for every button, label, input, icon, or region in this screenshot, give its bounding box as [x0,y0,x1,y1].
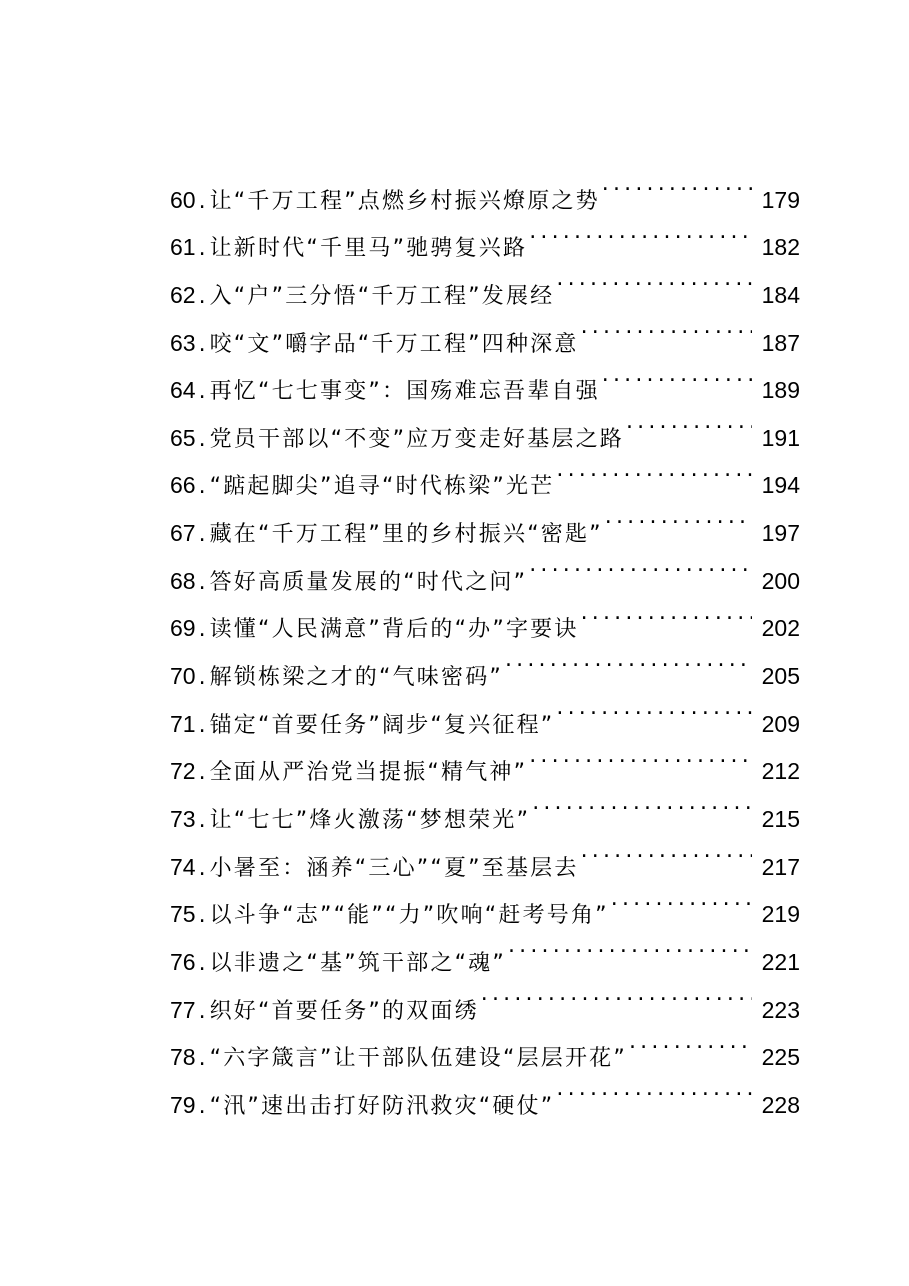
toc-entry-title: 全面从严治党当提振“精气神” [209,760,528,786]
toc-entry-page-number: 191 [761,424,800,451]
toc-dot-leader [505,636,752,684]
toc-entry-page-number: 189 [761,377,800,404]
toc-entry-page-number: 228 [761,1091,800,1118]
table-of-contents [170,160,800,1119]
toc-entry-number: 65 [170,424,196,451]
toc-dot-leader [556,446,752,494]
toc-entry-number: 61 [170,234,196,261]
toc-entry-separator: . [198,1046,206,1072]
toc-entry[interactable] [170,160,800,214]
toc-entry-page-number: 221 [761,948,800,975]
toc-dot-leader [581,303,752,351]
toc-entry-title: 让“千万工程”点燃乡村振兴燎原之势 [209,188,600,214]
toc-entry-title: 以斗争“志”“能”“力”吹响“赶考号角” [209,903,609,929]
toc-entry-number: 60 [170,186,196,213]
toc-entry-page-number: 182 [761,234,800,261]
toc-entry-separator: . [198,474,206,500]
toc-entry-title: 织好“首要任务”的双面绣 [209,998,479,1024]
toc-entry-number: 77 [170,996,196,1023]
toc-dot-leader [481,970,752,1018]
toc-entry-title: “六字箴言”让干部队伍建设“层层开花” [209,1046,627,1072]
toc-entry-page-number: 223 [761,996,800,1023]
toc-entry-number: 69 [170,615,196,642]
toc-entry-page-number: 179 [761,186,800,213]
toc-entry-separator: . [198,760,206,786]
toc-entry-title: 锚定“首要任务”阔步“复兴征程” [209,712,555,738]
toc-entry-title: 读懂“人民满意”背后的“办”字要诀 [209,617,579,643]
toc-entry-title: 小暑至：涵养“三心”“夏”至基层去 [209,855,579,881]
toc-entry-number: 73 [170,805,196,832]
toc-entry-title: 让“七七”烽火激荡“梦想荣光” [209,807,531,833]
toc-entry-separator: . [198,855,206,881]
toc-entry-separator: . [198,331,206,357]
toc-entry-separator: . [198,665,206,691]
toc-entry-title: 解锁栋梁之才的“气味密码” [209,665,503,691]
toc-entry-number: 67 [170,520,196,547]
toc-entry-number: 71 [170,710,196,737]
toc-entry-page-number: 212 [761,758,800,785]
toc-dot-leader [556,255,752,303]
toc-entry-number: 72 [170,758,196,785]
toc-entry-title: “汛”速出击打好防汛救灾“硬仗” [209,1093,555,1119]
toc-dot-leader [605,493,752,541]
toc-entry-number: 78 [170,1044,196,1071]
toc-entry-number: 70 [170,663,196,690]
toc-entry-number: 66 [170,472,196,499]
toc-entry-number: 64 [170,377,196,404]
toc-entry-title: 以非遗之“基”筑干部之“魂” [209,950,506,976]
toc-entry-separator: . [198,807,206,833]
toc-entry-number: 68 [170,567,196,594]
toc-entry-separator: . [198,379,206,405]
toc-entry-separator: . [198,712,206,738]
toc-entry-separator: . [198,950,206,976]
toc-entry-page-number: 225 [761,1044,800,1071]
toc-entry-separator: . [198,522,206,548]
toc-entry-separator: . [198,426,206,452]
toc-entry-page-number: 215 [761,805,800,832]
toc-dot-leader [626,398,752,446]
toc-entry-page-number: 194 [761,472,800,499]
toc-entry-page-number: 184 [761,281,800,308]
toc-entry-title: “踮起脚尖”追寻“时代栋梁”光芒 [209,474,555,500]
toc-dot-leader [611,875,752,923]
toc-entry-title: 再忆“七七事变”：国殇难忘吾辈自强 [209,379,600,405]
toc-entry-number: 75 [170,901,196,928]
toc-entry-title: 入“户”三分悟“千万工程”发展经 [209,283,555,309]
toc-entry-page-number: 219 [761,901,800,928]
toc-entry-page-number: 209 [761,710,800,737]
toc-entry-separator: . [198,903,206,929]
toc-dot-leader [602,351,752,399]
toc-entry-separator: . [198,1093,206,1119]
toc-entry-title: 党员干部以“不变”应万变走好基层之路 [209,426,624,452]
toc-entry-separator: . [198,236,206,262]
toc-entry-title: 咬“文”嚼字品“千万工程”四种深意 [209,331,579,357]
toc-dot-leader [556,684,752,732]
toc-dot-leader [602,160,752,208]
toc-dot-leader [529,732,752,780]
toc-entry-number: 63 [170,329,196,356]
toc-dot-leader [556,1065,752,1113]
toc-entry-page-number: 187 [761,329,800,356]
toc-dot-leader [581,589,752,637]
toc-entry-page-number: 205 [761,663,800,690]
toc-entry-separator: . [198,569,206,595]
toc-entry-page-number: 217 [761,853,800,880]
toc-entry-number: 76 [170,948,196,975]
toc-entry-number: 74 [170,853,196,880]
toc-entry-page-number: 197 [761,520,800,547]
toc-dot-leader [508,922,752,970]
toc-dot-leader [529,208,752,256]
toc-entry-separator: . [198,617,206,643]
toc-entry-separator: . [198,188,206,214]
toc-entry-number: 79 [170,1091,196,1118]
toc-entry-title: 让新时代“千里马”驰骋复兴路 [209,236,528,262]
toc-entry-title: 藏在“千万工程”里的乡村振兴“密匙” [209,522,603,548]
toc-entry-title: 答好高质量发展的“时代之问” [209,569,528,595]
toc-list [170,160,800,1119]
toc-dot-leader [629,1018,752,1066]
toc-dot-leader [529,541,752,589]
toc-entry-number: 62 [170,281,196,308]
toc-entry-page-number: 200 [761,567,800,594]
toc-entry-page-number: 202 [761,615,800,642]
toc-entry-separator: . [198,998,206,1024]
toc-dot-leader [581,827,752,875]
toc-entry-separator: . [198,283,206,309]
toc-dot-leader [532,779,752,827]
